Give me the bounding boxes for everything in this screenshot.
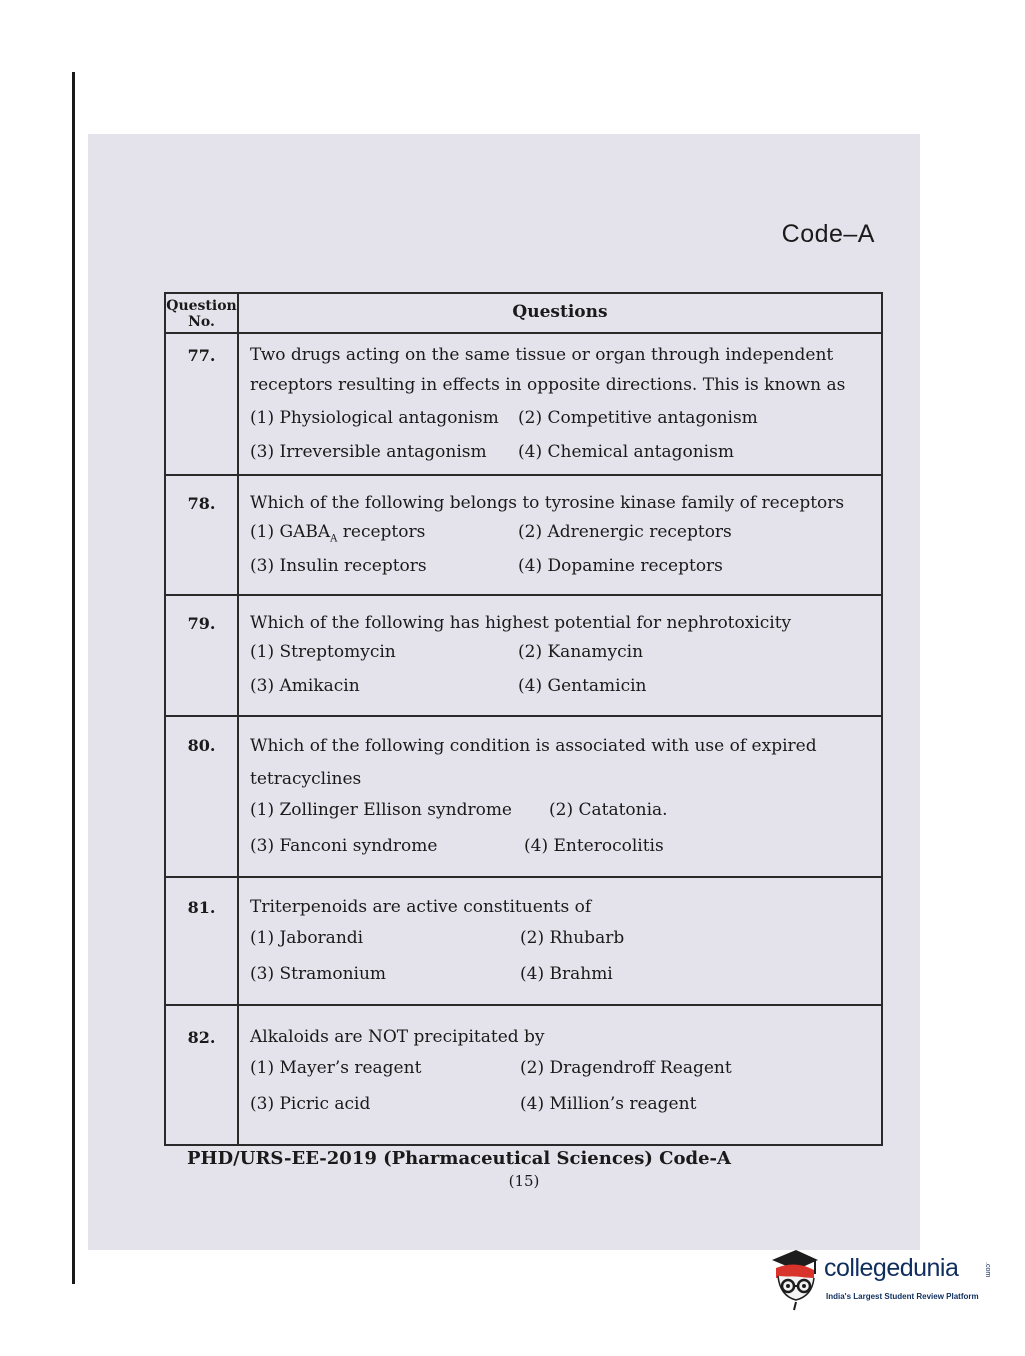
logo-tagline: India's Largest Student Review Platform <box>826 1292 979 1301</box>
option-1-suffix: receptors <box>337 522 426 542</box>
question-text: Two drugs acting on the same tissue or organ through independent receptors resulting in effects in opposite directions. This is known as <box>250 345 846 395</box>
option-2: (2) Competitive antagonism <box>518 408 758 428</box>
code-label: Code–A <box>781 220 875 248</box>
question-text: Alkaloids are NOT precipitated by <box>250 1027 545 1047</box>
option-2: (2) Catatonia. <box>549 800 668 820</box>
row-divider <box>166 594 881 596</box>
option-3: (3) Picric acid <box>250 1094 371 1114</box>
option-1: (1) Streptomycin <box>250 642 396 662</box>
option-2: (2) Kanamycin <box>518 642 644 662</box>
question-text: Which of the following condition is associated with use of expired tetracyclines <box>250 736 817 789</box>
option-3: (3) Insulin receptors <box>250 556 427 576</box>
option-1: (1) Jaborandi <box>250 928 364 948</box>
option-2: (2) Adrenergic receptors <box>518 522 732 542</box>
option-3: (3) Fanconi syndrome <box>250 836 438 856</box>
option-3: (3) Stramonium <box>250 964 387 984</box>
question-number: 80. <box>187 736 216 755</box>
question-number: 78. <box>187 494 216 513</box>
question-table <box>164 292 883 1146</box>
row-divider <box>166 876 881 878</box>
row-divider <box>166 1004 881 1006</box>
option-4: (4) Dopamine receptors <box>518 556 723 576</box>
scan-edge-line <box>72 72 75 1284</box>
option-4: (4) Gentamicin <box>518 676 647 696</box>
row-divider <box>166 715 881 717</box>
option-1: (1) Mayer’s reagent <box>250 1058 422 1078</box>
question-number: 82. <box>187 1028 216 1047</box>
option-4: (4) Million’s reagent <box>520 1094 697 1114</box>
question-number: 81. <box>187 898 216 917</box>
option-4: (4) Chemical antagonism <box>518 442 734 462</box>
question-text: Triterpenoids are active constituents of <box>250 897 592 917</box>
exam-footer-title: PHD/URS-EE-2019 (Pharmaceutical Sciences) Code-A <box>187 1148 731 1169</box>
collegedunia-logo[interactable] <box>766 1246 998 1312</box>
row-divider <box>166 332 881 334</box>
option-1-prefix: (1) GABA <box>250 522 331 542</box>
logo-wordmark: collegedunia <box>824 1254 959 1282</box>
row-divider <box>166 474 881 476</box>
option-2: (2) Rhubarb <box>520 928 625 948</box>
option-3: (3) Amikacin <box>250 676 360 696</box>
question-number: 77. <box>187 346 216 365</box>
header-question-no: Question No. <box>166 298 237 330</box>
option-1: (1) Zollinger Ellison syndrome <box>250 800 512 820</box>
option-3: (3) Irreversible antagonism <box>250 442 487 462</box>
column-divider <box>237 294 239 1144</box>
question-text: Which of the following has highest potential for nephrotoxicity <box>250 613 792 633</box>
option-4: (4) Brahmi <box>520 964 613 984</box>
option-2: (2) Dragendroff Reagent <box>520 1058 732 1078</box>
logo-dotcom: .com <box>984 1262 991 1278</box>
page-number: (15) <box>508 1172 540 1190</box>
question-number: 79. <box>187 614 216 633</box>
option-1: (1) Physiological antagonism <box>250 408 499 428</box>
header-questions: Questions <box>512 302 608 322</box>
option-1-subscript: A <box>330 533 338 545</box>
question-text: Which of the following belongs to tyrosine kinase family of receptors <box>250 493 845 513</box>
student-mascot-icon <box>766 1246 822 1312</box>
option-1 <box>250 522 425 544</box>
option-4: (4) Enterocolitis <box>524 836 664 856</box>
